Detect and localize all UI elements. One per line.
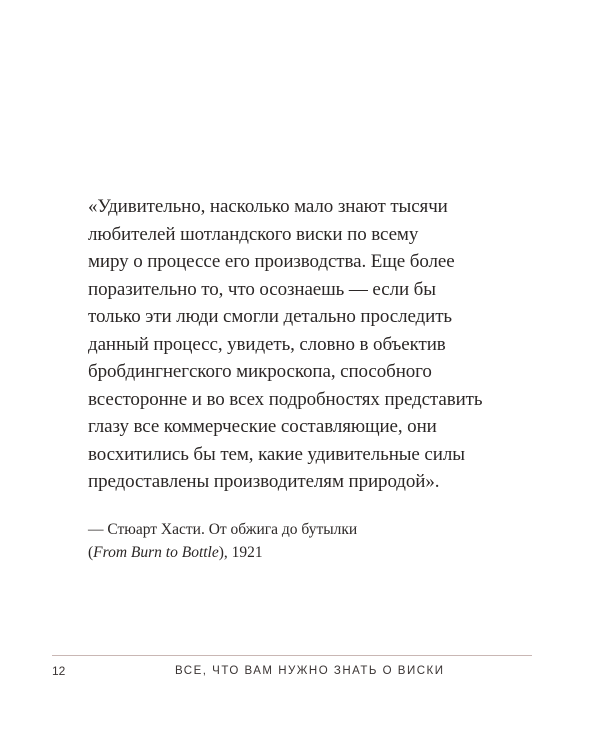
- quote-line: данный процесс, увидеть, словно в объектив: [88, 333, 446, 355]
- attribution-year: ), 1921: [218, 543, 263, 561]
- quote-line: бробдингнегского микроскопа, способного: [88, 361, 432, 382]
- running-title: ВСЕ, ЧТО ВАМ НУЖНО ЗНАТЬ О ВИСКИ: [175, 665, 445, 677]
- quote-line: глазу все коммерческие составляющие, они: [88, 416, 437, 437]
- quote-line: миру о процессе его производства. Еще более: [88, 251, 455, 272]
- quote-line: предоставлены производителям природой».: [88, 471, 440, 492]
- quote-line: всесторонне и во всех подробностях представить: [88, 388, 483, 410]
- epigraph: [88, 193, 528, 564]
- quote-line: «Удивительно, насколько мало знают тысячи: [88, 196, 448, 217]
- original-title: From Burn to Bottle: [93, 543, 219, 561]
- attribution-author-title: — Стюарт Хасти. От обжига до бутылки: [88, 520, 358, 538]
- page-number: 12: [52, 664, 66, 678]
- attribution-original-title-line: [88, 541, 528, 564]
- quote-line: только эти люди смогли детально проследить: [88, 306, 452, 327]
- open-paren: (: [88, 543, 94, 561]
- footer-divider: [52, 655, 532, 656]
- quote-line: любителей шотландского виски по всему: [88, 223, 419, 245]
- epigraph-quote: [88, 193, 528, 496]
- epigraph-attribution: [88, 518, 528, 564]
- quote-line: восхитились бы тем, какие удивительные силы: [88, 443, 465, 465]
- quote-line: поразительно то, что осознаешь — если бы: [88, 278, 436, 300]
- page-footer: [52, 661, 532, 681]
